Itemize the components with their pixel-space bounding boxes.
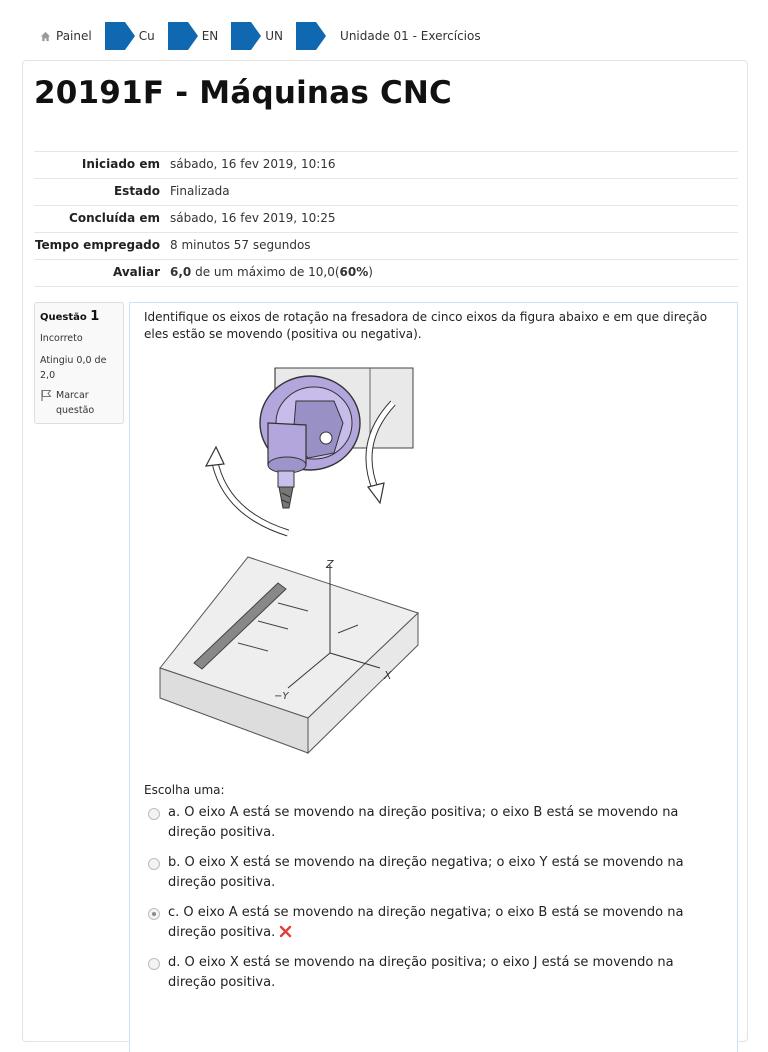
radio-option-a[interactable] [148, 808, 160, 820]
answer-option-d[interactable] [148, 953, 728, 993]
answer-text-a [168, 803, 708, 843]
figure-x-label: X [384, 669, 392, 682]
answer-letter-a: a. [168, 805, 181, 820]
flag-question-label: Marcar questão [56, 390, 95, 416]
grade-value [168, 260, 738, 287]
question-number [40, 309, 123, 324]
answer-letter-c: c. [168, 905, 180, 920]
answer-text-b [168, 853, 708, 893]
incorrect-x-icon [279, 925, 292, 938]
answer-body-c: O eixo A está se movendo na direção negativa; o eixo B está se movendo na direção positiva. [168, 905, 684, 940]
breadcrumb-separator-icon [168, 22, 198, 50]
question-label: Questão [40, 312, 87, 323]
answer-letter-d: d. [168, 955, 181, 970]
question-content [129, 302, 738, 1052]
question-info [34, 302, 124, 424]
question-grade: Atingiu 0,0 de 2,0 [40, 355, 107, 381]
grade-end: ) [368, 265, 373, 279]
five-axis-milling-figure [148, 363, 428, 773]
breadcrumb-item-en[interactable]: EN [201, 29, 219, 43]
breadcrumb-item-un[interactable]: UN [265, 29, 284, 43]
breadcrumb-separator-icon [231, 22, 261, 50]
flag-question-button[interactable] [40, 388, 123, 418]
answer-body-d: O eixo X está se movendo na direção positiva; o eixo J está se movendo na direção positiva. [168, 955, 674, 990]
started-label: Iniciado em [81, 157, 160, 171]
breadcrumb-item-cu[interactable]: Cu [138, 29, 155, 43]
worktable-illustration [160, 557, 418, 753]
summary-row-completed [34, 206, 738, 233]
grade-middle: de um máximo de 10,0( [191, 265, 340, 279]
page-title: 20191F - Máquinas CNC [34, 75, 453, 111]
answer-option-b[interactable] [148, 853, 728, 893]
flag-icon [40, 389, 52, 401]
answer-letter-b: b. [168, 855, 181, 870]
time-value: 8 minutos 57 segundos [170, 238, 311, 252]
answer-text-c [168, 903, 708, 943]
grade-score: 6,0 [170, 265, 192, 279]
radio-option-c[interactable] [148, 908, 160, 920]
state-value: Finalizada [170, 184, 230, 198]
figure-z-label: Z [326, 558, 334, 571]
question-state: Incorreto [40, 333, 83, 344]
answer-body-b: O eixo X está se movendo na direção negativa; o eixo Y está se movendo na direção positiva. [168, 855, 684, 890]
answer-option-a[interactable] [148, 803, 728, 843]
answer-text-d [168, 953, 708, 993]
completed-value: sábado, 16 fev 2019, 10:25 [170, 211, 336, 225]
breadcrumb-separator-icon [105, 22, 135, 50]
radio-option-d[interactable] [148, 958, 160, 970]
answer-prompt: Escolha uma: [144, 783, 225, 797]
answer-body-a: O eixo A está se movendo na direção positiva; o eixo B está se movendo na direção positiva. [168, 805, 679, 840]
breadcrumb-home[interactable] [40, 29, 92, 43]
breadcrumb-separator-icon [296, 22, 326, 50]
summary-row-grade [34, 260, 738, 287]
summary-row-state [34, 179, 738, 206]
completed-label: Concluída em [69, 211, 160, 225]
summary-row-started [34, 152, 738, 179]
breadcrumb [40, 22, 481, 50]
started-value: sábado, 16 fev 2019, 10:16 [170, 157, 336, 171]
radio-option-b[interactable] [148, 858, 160, 870]
grade-label: Avaliar [112, 265, 160, 279]
breadcrumb-current: Unidade 01 - Exercícios [340, 29, 481, 43]
figure-y-label: −Y [274, 691, 289, 702]
home-icon [40, 31, 51, 42]
state-label: Estado [113, 184, 160, 198]
question-number-value: 1 [90, 309, 100, 324]
attempt-summary-table [34, 151, 738, 287]
answer-option-c[interactable] [148, 903, 728, 943]
spindle-head-illustration [206, 368, 413, 533]
question-text: Identifique os eixos de rotação na fresadora de cinco eixos da figura abaixo e em que direção eles estão se movendo (positiva ou negativa). [144, 310, 708, 341]
grade-percent: 60% [339, 265, 369, 279]
answer-list [148, 803, 728, 1003]
main-card [22, 60, 748, 1042]
time-label: Tempo empregado [34, 238, 160, 252]
summary-row-time [34, 233, 738, 260]
breadcrumb-home-link[interactable]: Painel [56, 29, 92, 43]
